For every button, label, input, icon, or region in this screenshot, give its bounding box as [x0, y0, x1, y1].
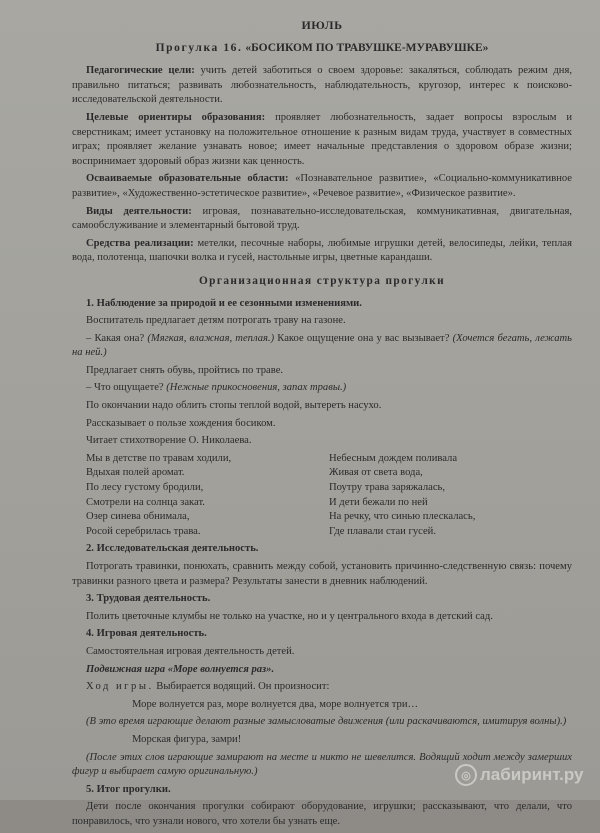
walk-number: Прогулка 16. [155, 41, 243, 54]
watermark [455, 764, 583, 786]
section-4-title: 4. Игровая деятельность. [86, 628, 207, 640]
targets-label: Целевые ориентиры образования: [86, 111, 266, 123]
s1-q3: – Что ощущаете? [86, 382, 164, 394]
poem-line: Росой серебрилась трава. [86, 525, 201, 537]
goals-paragraph [72, 64, 572, 108]
s4-line-1: Самостоятельная игровая деятельность детей. [86, 645, 295, 657]
s1-line-1: Воспитатель предлагает детям потрогать траву на газоне. [86, 315, 346, 327]
s4-freeze: Морская фигура, замри! [132, 733, 242, 745]
s4-note-1 [72, 715, 572, 730]
targets-paragraph [72, 111, 572, 169]
goals-text: учить детей заботиться о своем здоровье: закаляться, соблюдать режим дня, правильно питаться; развивать любознательность, наблюдательность, кругозор, интерес к поисково-исследовательской деятельности. [72, 65, 572, 106]
s1-line-4 [72, 381, 572, 396]
poem-line: Живая от света вода, [329, 467, 423, 479]
section-2-title: 2. Исследовательская деятельность. [86, 543, 259, 555]
s4-move-label: Ход игры. [86, 681, 154, 693]
s1-line-6: Рассказывает о пользе хождения босиком. [86, 417, 276, 429]
goals-label: Педагогические цели: [86, 65, 195, 77]
areas-paragraph [72, 172, 572, 201]
chapter-title: ИЮЛЬ [301, 18, 343, 32]
activities-label: Виды деятельности: [86, 205, 192, 217]
poem-line: Поутру трава заряжалась, [329, 482, 446, 494]
poem-line: Вдыхая полей аромат. [86, 467, 185, 479]
s4-move [72, 680, 572, 695]
watermark-text: лабиринт.ру [480, 765, 584, 784]
s1-a1: (Мягкая, влажная, теплая.) [147, 332, 275, 344]
s1-q1: – Какая она? [86, 332, 145, 344]
poem-right-column [329, 452, 572, 540]
poem-line: Мы в детстве по травам ходили, [86, 452, 232, 464]
labirint-logo-icon: ◎ [455, 764, 477, 786]
s4-game-title [72, 663, 572, 678]
poem-line: На речку, что синью плескалась, [329, 511, 476, 523]
s2-text: Потрогать травинки, понюхать, сравнить между собой, установить причинно-следственную связь: почему травинки разного цвета и размера? Результаты занести в дневник наблюдений. [72, 561, 572, 587]
poem-line: И дети бежали по ней [329, 496, 428, 508]
s5-text: Дети после окончания прогулки собирают оборудование, игрушки; рассказывают, что делали, что понравилось, что узнали нового, что хотели бы узнать еще. [72, 801, 572, 827]
s1-a2: (Хочется бегать, лежать на ней.) [72, 332, 573, 359]
areas-label: Осваиваемые образовательные области: [86, 173, 289, 185]
poem-line: Озер синева обнимала, [86, 511, 190, 523]
s1-line-2 [72, 332, 572, 361]
areas-text: «Познавательное развитие», «Социально-коммуникативное развитие», «Художественно-эстетическое развитие», «Речевое развитие», «Физическое развитие». [72, 173, 572, 199]
page-content [72, 18, 572, 833]
means-paragraph [72, 237, 572, 266]
s1-line-5: По окончании надо облить стопы теплой водой, вытереть насухо. [86, 400, 382, 412]
s1-q2: Какое ощущение она у вас вызывает? [277, 332, 450, 344]
activities-paragraph [72, 205, 572, 234]
poem [86, 452, 572, 540]
s4-note-2-text: (После этих слов играющие замирают на месте и никто не шевелится. Водящий ходит между замерших фигур и выбирает самую оригинальную.) [72, 751, 572, 778]
structure-title: Организационная структура прогулки [198, 274, 445, 287]
poem-line: Небесным дождем поливала [329, 452, 458, 464]
activities-text: игровая, познавательно-исследовательская, коммуникативная, двигательная, самообслуживание и элементарный бытовой труд. [72, 205, 572, 232]
s4-game-label: Подвижная игра «Море волнуется раз». [86, 663, 275, 675]
poem-line: Смотрели на солнца закат. [86, 496, 205, 508]
s4-note-1-text: (В это время играющие делают разные замысловатые движения (или раскачиваются, имитируя волны).) [86, 716, 567, 728]
means-label: Средства реализации: [86, 237, 194, 249]
s1-line-7: Читает стихотворение О. Николаева. [86, 435, 252, 447]
section-1-title: 1. Наблюдение за природой и ее сезонными изменениями. [86, 297, 362, 309]
targets-text: проявляет любознательность, задает вопросы взрослым и сверстникам; имеет установку на положительное отношение к разным видам труда, участвует в совместных играх; проявляет желание узнавать новое; имеет начальные представления о здоровом образе жизни; воспринимает здоровый образ жизни как ценность. [72, 111, 572, 167]
poem-left-column [86, 452, 329, 540]
s4-chant: Море волнуется раз, море волнуется два, море волнуется три… [132, 698, 419, 710]
s4-move-text: Выбирается водящий. Он произносит: [156, 681, 330, 693]
s1-line-3: Предлагает снять обувь, пройтись по траве. [86, 364, 284, 376]
poem-line: Где плавали стаи гусей. [329, 525, 436, 537]
walk-title [72, 41, 572, 56]
s3-text: Полить цветочные клумбы не только на участке, но и у центрального входа в детский сад. [86, 610, 493, 622]
s1-a3: (Нежные прикосновения, запах травы.) [166, 382, 347, 394]
poem-line: По лесу густому бродили, [86, 482, 204, 494]
section-3-title: 3. Трудовая деятельность. [86, 593, 211, 605]
walk-name: «БОСИКОМ ПО ТРАВУШКЕ-МУРАВУШКЕ» [245, 41, 489, 54]
section-5-title: 5. Итог прогулки. [86, 783, 171, 795]
means-text: метелки, песочные наборы, любимые игрушки детей, велосипеды, лейки, теплая вода, полотенца, шапочки волка и гусей, настольные игры, цветные карандаши. [72, 237, 572, 264]
